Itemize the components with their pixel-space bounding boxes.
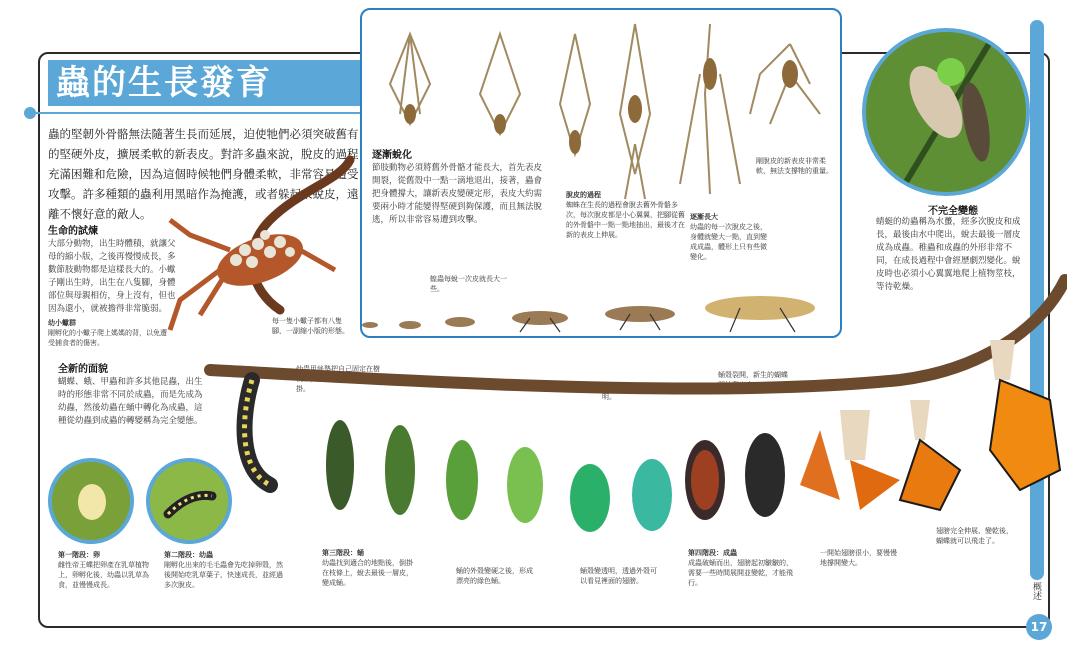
incomplete-heading: 不完全變態: [928, 206, 978, 217]
size-title: 逐漸長大: [690, 213, 718, 221]
incomplete-body: 蜻蜓的幼蟲稱為水蠆，經多次脫皮和成長，最後由水中爬出，蛻去最後一層皮成為成蟲。稚蟲和成蟲的外形非常不同，在成長過程中會經歷劇烈變化。蛻皮時也必須小心翼翼地爬上植物莖枝，等待乾燥。: [876, 217, 1021, 292]
title-underline: [30, 112, 360, 114]
larva-stage-body: 剛孵化出來的毛毛蟲會先吃掉卵殼，然後開始吃乳草葉子，快速成長，並經過多次脫皮。: [164, 561, 283, 589]
adult-stage-body: 成蟲破蛹而出，翅膀起初皺皺的，需要一些時間展開並變乾，才能飛行。: [688, 559, 793, 587]
pupa-stage-body: 幼蟲找到適合的地點後，倒掛在枝條上，蛻去最後一層皮，變成蛹。: [322, 559, 413, 587]
egg-stage-body: 雌性帝王蝶把卵產在乳草植物上，卵孵化後，幼蟲以乳草為食，並慢慢成長。: [58, 561, 149, 589]
intro-paragraph: 蟲的堅韌外骨骼無法隨著生長而延展，迫使牠們必須突破舊有的堅硬外皮，擴展柔軟的新表皮。對許多蟲來說，脫皮的過程充滿困難和危險，因為這個時候牠們身體柔軟，非常容易遭受攻擊。許多種類的蟲利用黑暗作為掩護，或者躲起來蛻皮，遠離不懷好意的敵人。: [48, 127, 359, 221]
hopper-callout: 蝗蟲每蛻一次皮就長大一些。: [430, 275, 507, 293]
pupa-stage-title: 第三階段：蛹: [322, 549, 364, 557]
scorpion-callout: 每一隻小蠍子都有八隻腳，一副縮小版的形態。: [272, 317, 349, 335]
egg-photo: [48, 458, 134, 544]
shape-callout: 蛹的外殼變硬之後，形成漂亮的綠色蛹。: [456, 567, 533, 585]
monarch-metamorphosis-branch: [200, 270, 1067, 550]
visible-callout: 蛹殼變透明，透過外殼可以看見裡面的翅膀。: [580, 567, 657, 585]
section-label: 概述: [1031, 582, 1041, 600]
done-callout: 翅膀完全伸展、變乾後，蝴蝶就可以飛走了。: [936, 527, 1013, 545]
hang-callout: 幼蟲用絲墊把自己固定在樹枝上，以頭朝下的姿勢倒掛。: [296, 365, 380, 393]
gradual-body: 節肢動物必須將舊外骨骼才能長大，首先表皮開裂，從舊殼中一點一滴地退出，接著，蟲會把身體撐大，讓新表皮變硬定形，表皮大約需要兩小時才能變得堅硬到夠保護，而且無法脫逃，所以非常容易遭到攻擊。: [372, 163, 543, 225]
size-body: 幼蟲的每一次脫皮之後，身體就變大一點，直到變成成蟲，體形上只有些微變化。: [690, 223, 767, 261]
complete-heading: 全新的面貌: [58, 364, 108, 375]
new-skin-callout: 剛脫皮的新表皮非常柔軟，無法支撐牠的重量。: [756, 157, 833, 175]
page-number: 17: [1026, 614, 1052, 640]
dragonfly-emerging-photo: [862, 28, 1030, 196]
egg-stage-title: 第一階段：卵: [58, 551, 100, 559]
scorpion-caption-body: 剛孵化的小蠍子爬上媽媽的背，以免遭受捕食者的傷害。: [48, 329, 167, 347]
larva-stage-title: 第二階段：幼蟲: [164, 551, 213, 559]
complete-body: 蝴蝶、蛾、甲蟲和許多其他昆蟲，出生時的形態非常不同於成蟲，而是先成為幼蟲，然後幼蟲在蛹中轉化為成蟲，這種從幼蟲到成蟲的轉變稱為完全變態。: [58, 377, 203, 426]
gradual-heading: 逐漸蛻化: [372, 150, 412, 161]
life-trial-body: 大部分動物，出生時體積，就讓父母的縮小版，之後再慢慢成長，多數節肢動物都是這樣長大的。小蠍子剛出生時，出生在八隻腳，身體部位與母親相仿，身上沒有，但也因為還小，就被擔得非常脆弱。: [48, 239, 176, 314]
break-callout: 蛹殼裂開，新生的蝴蝶開始爬出來。: [718, 371, 788, 389]
molt-body: 蜘蛛在生長的過程會脫去舊外骨骼多次，每次脫皮都是小心翼翼，把腳從舊的外骨骼中一點一點地抽出，最後才在新的表皮上伸展。: [566, 201, 685, 239]
life-trial-heading: 生命的試煉: [48, 226, 98, 237]
color-callout: 蛹的顏色由綠轉為透明。: [602, 383, 665, 401]
title-dot: [24, 107, 36, 119]
scorpion-caption-title: 幼小蠍群: [48, 319, 76, 327]
adult-stage-title: 第四階段：成蟲: [688, 549, 737, 557]
spider-molt-sequence: [370, 14, 830, 204]
wing-callout: 一開始翅膀很小，要慢慢地撐開變大。: [820, 549, 897, 567]
page-title: 蟲的生長發育: [56, 63, 272, 103]
molt-title: 脫皮的過程: [566, 191, 601, 199]
